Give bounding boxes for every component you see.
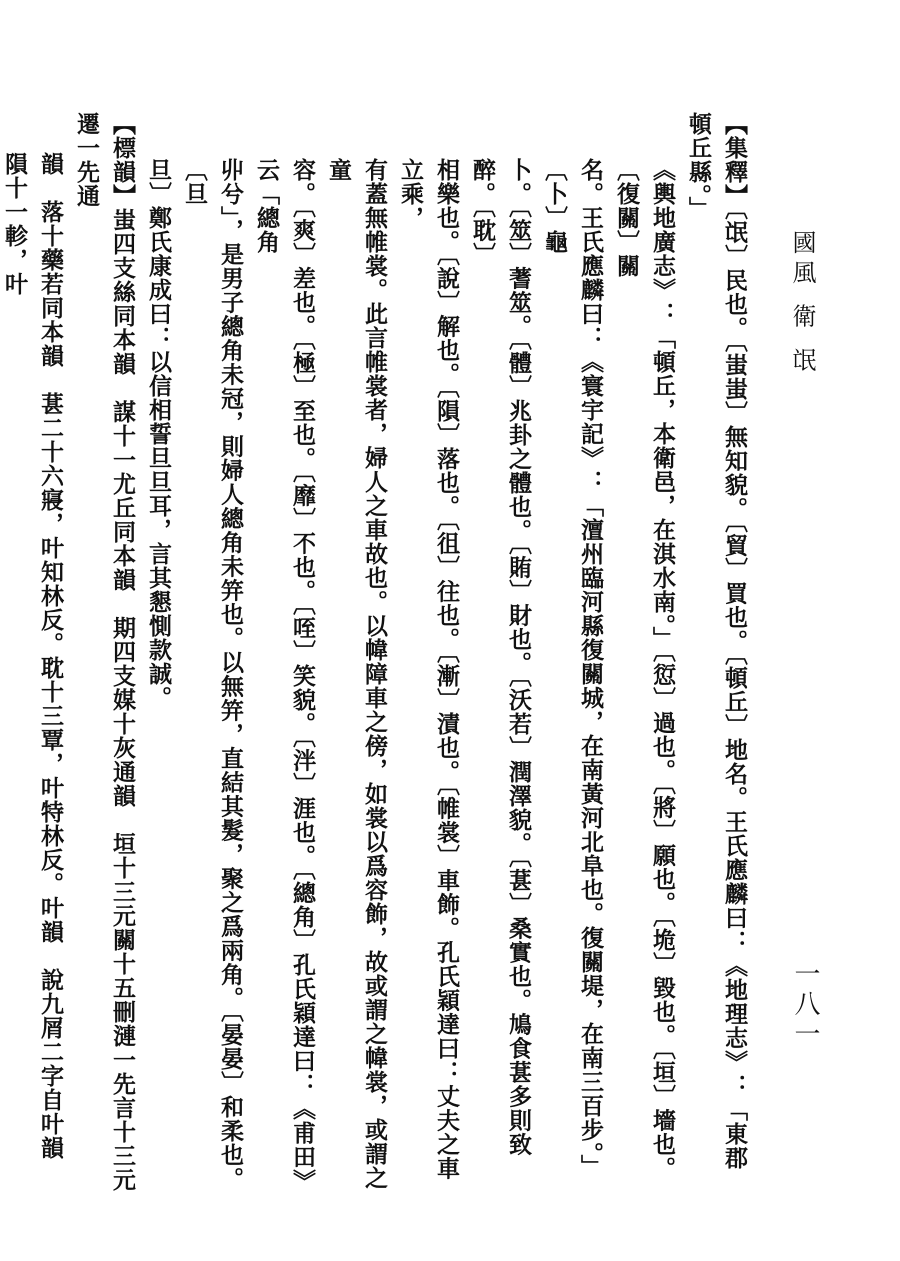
- text-column: 相樂也。〔說〕解也。〔隕〕落也。〔徂〕往也。〔漸〕漬也。〔帷裳〕車飾。孔氏穎達曰：丈夫之車立乘，: [397, 158, 460, 1181]
- page-number: 一八一: [790, 960, 820, 1050]
- commentary-text-block: [1, 112, 752, 1192]
- text-column: 容。〔爽〕差也。〔極〕至也。〔靡〕不也。〔咥〕笑貌。〔泮〕涯也。〔總角〕孔氏穎達曰：《甫田》云「總角: [253, 158, 316, 1182]
- text-column: 【集釋】〔氓〕民也。〔蚩蚩〕無知貌。〔貿〕買也。〔頓丘〕地名。王氏應麟曰：《地理志》：「東郡頓丘縣。」: [685, 112, 748, 1170]
- running-head: 國風 衛 氓: [788, 230, 816, 378]
- text-column: 旦〕鄭氏康成曰：以信相誓旦旦耳，言其懇惻款誠。: [145, 158, 172, 710]
- text-column: 《輿地廣志》：「頓丘，本衛邑，在淇水南。」〔愆〕過也。〔將〕願也。〔垝〕毀也。〔垣〕墻也。〔復關〕關: [613, 158, 676, 1181]
- text-column: 韻 落十藥若同本韻 葚二十六寢，叶知林反。耽十三覃，叶特林反。叶韻 說九屑二字自叶韻 隕十一軫，叶: [1, 152, 64, 1184]
- text-column: 【標韻】蚩四支絲同本韻 謀十一尤丘同本韻 期四支媒十灰通韻 垣十三元關十五刪漣一先言十三元遷一先通: [73, 112, 136, 1192]
- text-column: 卜。〔筮〕蓍筮。〔體〕兆卦之體也。〔賄〕財也。〔沃若〕潤澤貌。〔葚〕桑實也。鳩食葚多則致醉。〔耽〕: [469, 158, 532, 1157]
- text-column: 丱兮」，是男子總角未冠，則婦人總角未笄也。以無笄，直結其髮，聚之爲兩角。〔晏晏〕和柔也。〔旦: [181, 158, 244, 1191]
- text-column: 有蓋無帷裳。此言帷裳者，婦人之車故也。以幃障車之傍，如裳以爲容飾，故或謂之幃裳，或謂之童: [325, 158, 388, 1190]
- text-column: 名。王氏應麟曰：《寰宇記》：「澶州臨河縣復關城，在南黃河北阜也。復關堤，在南三百步。」〔卜〕龜: [541, 158, 604, 1179]
